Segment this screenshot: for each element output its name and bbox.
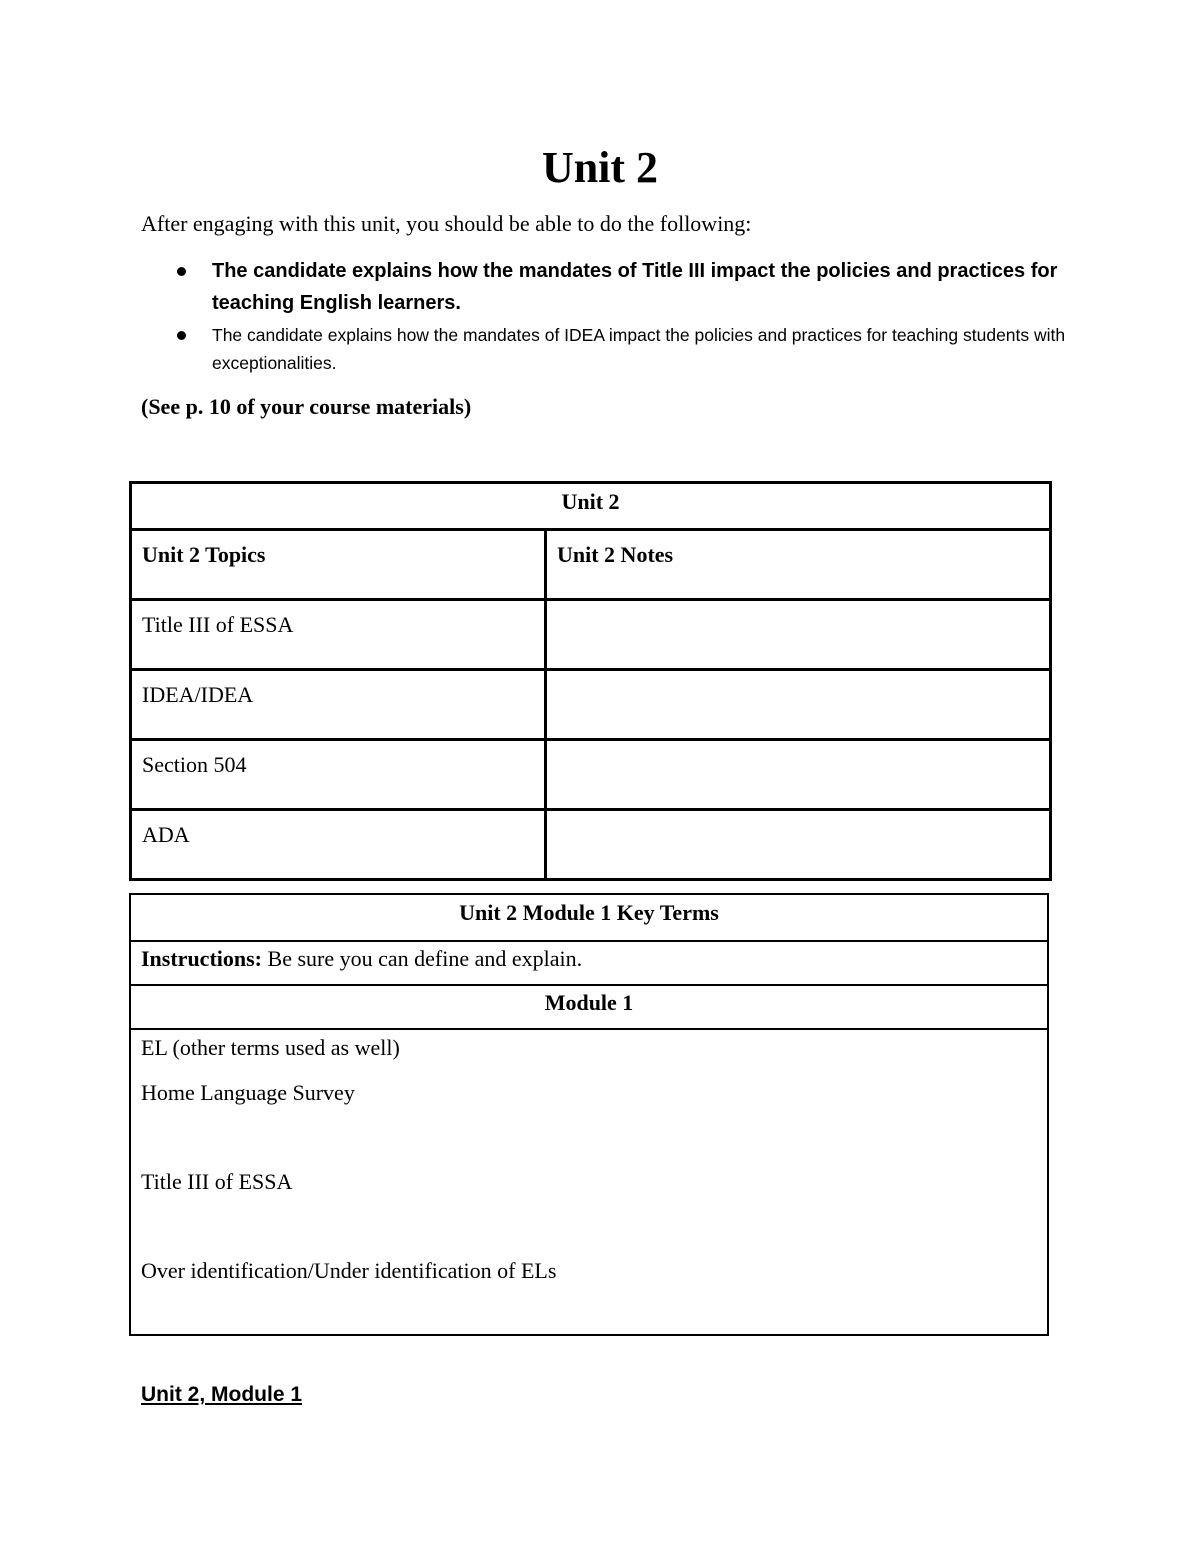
key-terms-header: Unit 2 Module 1 Key Terms	[130, 894, 1048, 941]
column-header-topics: Unit 2 Topics	[131, 530, 546, 600]
topic-cell: Title III of ESSA	[131, 600, 546, 670]
notes-cell[interactable]	[546, 810, 1051, 880]
topic-cell: IDEA/IDEA	[131, 670, 546, 740]
table-row	[131, 740, 1051, 810]
course-materials-note: (See p. 10 of your course materials)	[141, 394, 472, 419]
instructions-text: Be sure you can define and explain.	[262, 946, 583, 971]
table-header: Unit 2	[131, 483, 1051, 530]
terms-cell	[130, 1029, 1048, 1335]
objective-item: The candidate explains how the mandates of IDEA impact the policies and practices for teaching students with exceptionalities.	[141, 321, 1081, 377]
key-term: EL (other terms used as well)	[141, 1035, 400, 1060]
key-term: Over identification/Under identification of ELs	[141, 1258, 557, 1283]
table-row	[131, 600, 1051, 670]
intro-text: After engaging with this unit, you should be able to do the following:	[141, 211, 752, 236]
topic-cell: Section 504	[131, 740, 546, 810]
table-row	[131, 670, 1051, 740]
instructions-cell	[130, 941, 1048, 985]
objectives-list	[141, 255, 1081, 377]
page-title: Unit 2	[541, 143, 659, 192]
key-terms-table	[129, 893, 1049, 1336]
key-term: Title III of ESSA	[141, 1169, 293, 1194]
instructions-label: Instructions:	[141, 946, 263, 971]
notes-cell[interactable]	[546, 740, 1051, 810]
notes-cell[interactable]	[546, 600, 1051, 670]
table-row	[131, 810, 1051, 880]
topic-cell: ADA	[131, 810, 546, 880]
column-header-notes: Unit 2 Notes	[546, 530, 1051, 600]
objective-item: The candidate explains how the mandates of Title III impact the policies and practices for teaching English learners.	[141, 255, 1081, 319]
notes-cell[interactable]	[546, 670, 1051, 740]
unit-topics-table	[129, 481, 1052, 881]
module-header: Module 1	[130, 985, 1048, 1029]
section-heading-link[interactable]: Unit 2, Module 1	[141, 1383, 303, 1406]
key-term: Home Language Survey	[141, 1080, 355, 1105]
